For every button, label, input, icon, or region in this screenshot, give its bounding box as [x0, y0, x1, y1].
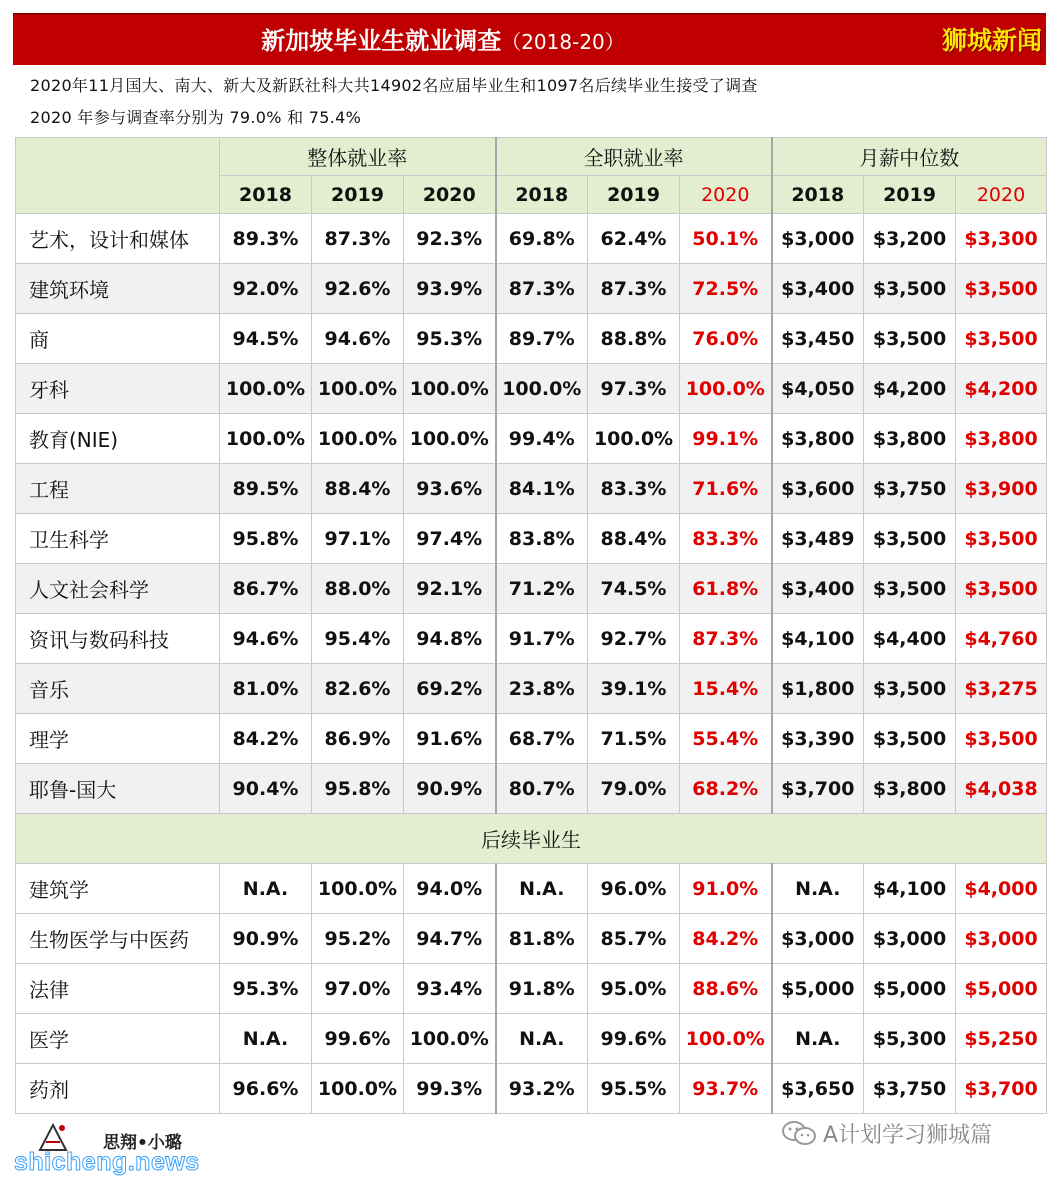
- table-cell: 71.2%: [496, 564, 588, 614]
- page-title: 新加坡毕业生就业调查（2018-20）: [261, 27, 625, 55]
- table-cell: $3,500: [864, 264, 956, 314]
- table-cell: 93.7%: [680, 1064, 772, 1114]
- row-category: 医学: [16, 1014, 220, 1064]
- table-cell: $4,100: [772, 614, 864, 664]
- table-cell: $3,650: [772, 1064, 864, 1114]
- table-cell: $3,500: [956, 514, 1047, 564]
- row-category: 理学: [16, 714, 220, 764]
- table-cell: 93.6%: [404, 464, 496, 514]
- table-cell: $4,400: [864, 614, 956, 664]
- table-cell: 89.5%: [220, 464, 312, 514]
- year-header-highlight: 2020: [680, 176, 772, 214]
- table-cell: 87.3%: [680, 614, 772, 664]
- table-row: [16, 214, 1047, 264]
- section-label: 后续毕业生: [16, 814, 1047, 864]
- table-cell: 69.8%: [496, 214, 588, 264]
- table-cell: 88.4%: [312, 464, 404, 514]
- table-cell: 100.0%: [312, 1064, 404, 1114]
- table-cell: 83.8%: [496, 514, 588, 564]
- table-cell: $3,500: [956, 564, 1047, 614]
- table-cell: $3,600: [772, 464, 864, 514]
- row-category: 资讯与数码科技: [16, 614, 220, 664]
- brand-label: 狮城新闻: [941, 26, 1042, 55]
- table-row: [16, 364, 1047, 414]
- table-cell: $3,750: [864, 1064, 956, 1114]
- table-cell: $3,900: [956, 464, 1047, 514]
- table-cell: 72.5%: [680, 264, 772, 314]
- table-cell: $3,500: [956, 264, 1047, 314]
- table-cell: $4,000: [956, 864, 1047, 914]
- table-cell: 97.1%: [312, 514, 404, 564]
- row-category: 音乐: [16, 664, 220, 714]
- author-logo-text: 思翔•小璐: [103, 1133, 182, 1153]
- table-cell: 69.2%: [404, 664, 496, 714]
- table-cell: 100.0%: [312, 864, 404, 914]
- table-cell: $3,500: [864, 514, 956, 564]
- table-cell: 95.4%: [312, 614, 404, 664]
- table-cell: $3,500: [864, 714, 956, 764]
- table-cell: 96.0%: [588, 864, 680, 914]
- table-cell: $4,050: [772, 364, 864, 414]
- table-cell: $3,400: [772, 564, 864, 614]
- table-cell: 76.0%: [680, 314, 772, 364]
- table-cell: $3,500: [956, 714, 1047, 764]
- subtitle-line-1: 2020年11月国大、南大、新大及新跃社科大共14902名应届毕业生和1097名后续毕业生接受了调查: [30, 76, 758, 95]
- table-cell: 100.0%: [404, 1014, 496, 1064]
- table-cell: 97.4%: [404, 514, 496, 564]
- table-cell: 99.1%: [680, 414, 772, 464]
- table-cell: $5,300: [864, 1014, 956, 1064]
- table-cell: 87.3%: [496, 264, 588, 314]
- table-cell: 91.7%: [496, 614, 588, 664]
- table-row: [16, 964, 1047, 1014]
- table-cell: N.A.: [772, 1014, 864, 1064]
- row-category: 生物医学与中医药: [16, 914, 220, 964]
- post-table-body: [16, 864, 1047, 1114]
- table-cell: 97.0%: [312, 964, 404, 1014]
- table-cell: 89.7%: [496, 314, 588, 364]
- table-cell: 93.4%: [404, 964, 496, 1014]
- table-cell: 62.4%: [588, 214, 680, 264]
- table-row: [16, 664, 1047, 714]
- table-cell: 39.1%: [588, 664, 680, 714]
- table-cell: 89.3%: [220, 214, 312, 264]
- table-cell: N.A.: [496, 1014, 588, 1064]
- table-cell: 93.2%: [496, 1064, 588, 1114]
- table-cell: 94.6%: [220, 614, 312, 664]
- table-cell: $3,450: [772, 314, 864, 364]
- table-cell: $3,800: [956, 414, 1047, 464]
- table-cell: 55.4%: [680, 714, 772, 764]
- table-cell: N.A.: [496, 864, 588, 914]
- table-cell: 96.6%: [220, 1064, 312, 1114]
- table-cell: $3,200: [864, 214, 956, 264]
- table-cell: $3,500: [864, 664, 956, 714]
- section-row: [16, 814, 1047, 864]
- table-cell: 100.0%: [680, 1014, 772, 1064]
- table-cell: 81.8%: [496, 914, 588, 964]
- table-cell: 95.0%: [588, 964, 680, 1014]
- table-cell: N.A.: [220, 864, 312, 914]
- year-header: 2018: [772, 176, 864, 214]
- table-cell: $3,489: [772, 514, 864, 564]
- row-category: 工程: [16, 464, 220, 514]
- table-cell: 68.7%: [496, 714, 588, 764]
- table-cell: 15.4%: [680, 664, 772, 714]
- group-header-row: [16, 138, 1047, 176]
- table-cell: 94.7%: [404, 914, 496, 964]
- year-header: 2019: [312, 176, 404, 214]
- row-category: 药剂: [16, 1064, 220, 1114]
- group-header-overall: 整体就业率: [220, 138, 496, 176]
- table-cell: 80.7%: [496, 764, 588, 814]
- table-cell: 68.2%: [680, 764, 772, 814]
- table-cell: $3,390: [772, 714, 864, 764]
- table-cell: $3,300: [956, 214, 1047, 264]
- row-category: 商: [16, 314, 220, 364]
- table-cell: 91.0%: [680, 864, 772, 914]
- table-cell: 94.0%: [404, 864, 496, 914]
- table-row: [16, 1064, 1047, 1114]
- table-cell: $3,800: [772, 414, 864, 464]
- table-cell: 85.7%: [588, 914, 680, 964]
- table-cell: 84.2%: [680, 914, 772, 964]
- table-cell: $3,500: [864, 564, 956, 614]
- category-header: [16, 138, 220, 214]
- table-cell: 84.2%: [220, 714, 312, 764]
- table-cell: 94.6%: [312, 314, 404, 364]
- table-row: [16, 414, 1047, 464]
- table-cell: 100.0%: [312, 414, 404, 464]
- table-cell: 100.0%: [404, 414, 496, 464]
- row-category: 教育(NIE): [16, 414, 220, 464]
- table-cell: 92.3%: [404, 214, 496, 264]
- table-cell: 61.8%: [680, 564, 772, 614]
- table-cell: 95.5%: [588, 1064, 680, 1114]
- table-cell: $4,038: [956, 764, 1047, 814]
- year-header: 2019: [588, 176, 680, 214]
- table-cell: $3,700: [956, 1064, 1047, 1114]
- table-cell: $5,250: [956, 1014, 1047, 1064]
- table-cell: 88.8%: [588, 314, 680, 364]
- section-body: [16, 814, 1047, 864]
- table-cell: 74.5%: [588, 564, 680, 614]
- row-category: 艺术，设计和媒体: [16, 214, 220, 264]
- year-header-highlight: 2020: [956, 176, 1047, 214]
- year-header: 2018: [220, 176, 312, 214]
- table-cell: 99.3%: [404, 1064, 496, 1114]
- table-cell: 100.0%: [680, 364, 772, 414]
- wechat-account: [781, 1118, 992, 1148]
- title-bar: [13, 13, 1046, 65]
- table-cell: 91.8%: [496, 964, 588, 1014]
- table-cell: 100.0%: [312, 364, 404, 414]
- row-category: 人文社会科学: [16, 564, 220, 614]
- table-cell: $3,700: [772, 764, 864, 814]
- row-category: 法律: [16, 964, 220, 1014]
- table-cell: $5,000: [772, 964, 864, 1014]
- table-cell: $3,000: [772, 914, 864, 964]
- table-cell: 88.6%: [680, 964, 772, 1014]
- table-cell: $3,500: [956, 314, 1047, 364]
- table-cell: 95.3%: [220, 964, 312, 1014]
- table-cell: $4,100: [864, 864, 956, 914]
- table-cell: 71.5%: [588, 714, 680, 764]
- table-cell: 87.3%: [312, 214, 404, 264]
- table-cell: 90.4%: [220, 764, 312, 814]
- table-cell: 92.1%: [404, 564, 496, 614]
- table-row: [16, 614, 1047, 664]
- table-row: [16, 514, 1047, 564]
- wechat-icon: [781, 1120, 817, 1146]
- group-header-fulltime: 全职就业率: [496, 138, 772, 176]
- year-header: 2019: [864, 176, 956, 214]
- table-cell: 92.6%: [312, 264, 404, 314]
- table-cell: 92.0%: [220, 264, 312, 314]
- survey-card: [13, 13, 1046, 1113]
- table-cell: 81.0%: [220, 664, 312, 714]
- table-cell: $5,000: [956, 964, 1047, 1014]
- table-row: [16, 864, 1047, 914]
- table-cell: 94.5%: [220, 314, 312, 364]
- table-cell: 23.8%: [496, 664, 588, 714]
- table-cell: 99.6%: [588, 1014, 680, 1064]
- subtitle-line-2: 2020 年参与调查率分别为 79.0% 和 75.4%: [30, 108, 362, 127]
- employment-table: [15, 137, 1047, 1114]
- row-category: 建筑环境: [16, 264, 220, 314]
- table-cell: 95.8%: [220, 514, 312, 564]
- row-category: 建筑学: [16, 864, 220, 914]
- table-cell: $3,000: [864, 914, 956, 964]
- table-row: [16, 314, 1047, 364]
- table-cell: 88.4%: [588, 514, 680, 564]
- table-cell: 95.2%: [312, 914, 404, 964]
- table-cell: 100.0%: [496, 364, 588, 414]
- site-watermark: shicheng.news: [14, 1148, 200, 1176]
- table-cell: 87.3%: [588, 264, 680, 314]
- table-cell: $3,400: [772, 264, 864, 314]
- title-range: （2018-20）: [501, 30, 625, 54]
- table-cell: 90.9%: [220, 914, 312, 964]
- table-cell: 100.0%: [220, 364, 312, 414]
- table-cell: $5,000: [864, 964, 956, 1014]
- table-cell: $3,275: [956, 664, 1047, 714]
- table-row: [16, 1014, 1047, 1064]
- row-category: 耶鲁-国大: [16, 764, 220, 814]
- table-cell: 95.8%: [312, 764, 404, 814]
- table-cell: 99.6%: [312, 1014, 404, 1064]
- group-header-salary: 月薪中位数: [772, 138, 1047, 176]
- table-cell: 83.3%: [588, 464, 680, 514]
- table-cell: 100.0%: [588, 414, 680, 464]
- table-cell: 71.6%: [680, 464, 772, 514]
- table-row: [16, 564, 1047, 614]
- table-cell: 93.9%: [404, 264, 496, 314]
- table-cell: $3,750: [864, 464, 956, 514]
- table-cell: 83.3%: [680, 514, 772, 564]
- table-cell: 94.8%: [404, 614, 496, 664]
- row-category: 卫生科学: [16, 514, 220, 564]
- table-cell: N.A.: [220, 1014, 312, 1064]
- table-cell: 90.9%: [404, 764, 496, 814]
- table-cell: 97.3%: [588, 364, 680, 414]
- table-cell: 92.7%: [588, 614, 680, 664]
- table-body: [16, 214, 1047, 814]
- table-cell: $3,500: [864, 314, 956, 364]
- table-cell: $4,200: [956, 364, 1047, 414]
- table-cell: 100.0%: [220, 414, 312, 464]
- table-cell: $1,800: [772, 664, 864, 714]
- table-cell: 84.1%: [496, 464, 588, 514]
- wechat-name: A计划学习狮城篇: [823, 1122, 993, 1148]
- table-cell: $3,000: [772, 214, 864, 264]
- table-cell: $3,800: [864, 414, 956, 464]
- table-row: [16, 464, 1047, 514]
- table-cell: 79.0%: [588, 764, 680, 814]
- year-header: 2018: [496, 176, 588, 214]
- table-row: [16, 264, 1047, 314]
- table-cell: 91.6%: [404, 714, 496, 764]
- table-cell: $3,800: [864, 764, 956, 814]
- table-cell: $4,200: [864, 364, 956, 414]
- year-header: 2020: [404, 176, 496, 214]
- table-cell: $3,000: [956, 914, 1047, 964]
- table-cell: 100.0%: [404, 364, 496, 414]
- table-cell: N.A.: [772, 864, 864, 914]
- table-row: [16, 764, 1047, 814]
- table-cell: 99.4%: [496, 414, 588, 464]
- row-category: 牙科: [16, 364, 220, 414]
- table-cell: 82.6%: [312, 664, 404, 714]
- table-cell: 50.1%: [680, 214, 772, 264]
- table-cell: $4,760: [956, 614, 1047, 664]
- table-cell: 88.0%: [312, 564, 404, 614]
- table-cell: 86.7%: [220, 564, 312, 614]
- table-cell: 95.3%: [404, 314, 496, 364]
- table-row: [16, 914, 1047, 964]
- table-cell: 86.9%: [312, 714, 404, 764]
- table-row: [16, 714, 1047, 764]
